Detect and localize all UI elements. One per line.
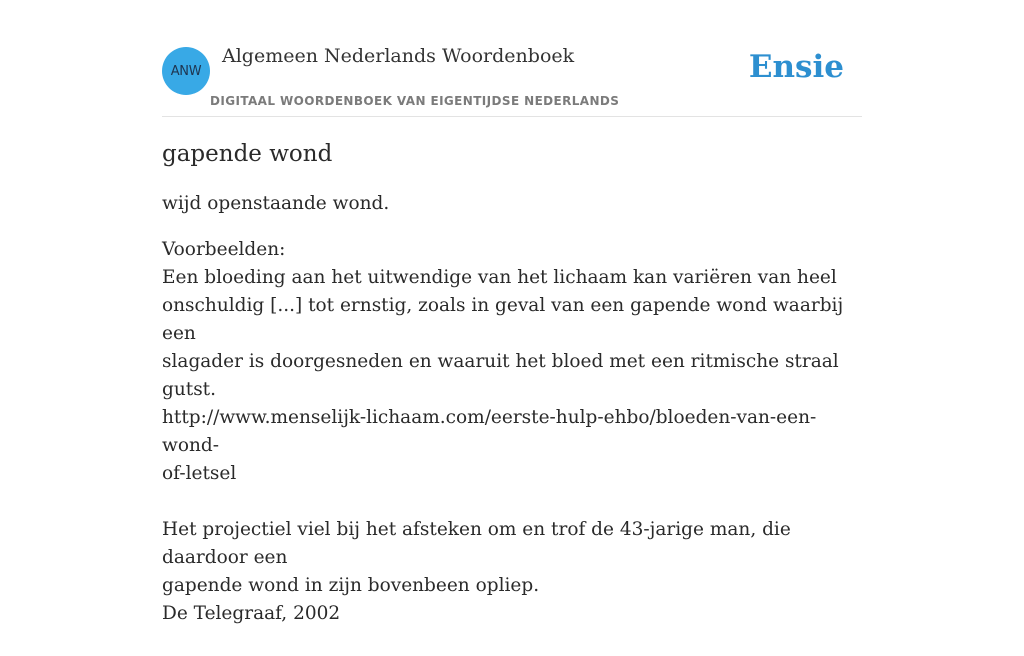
example-source: De Telegraaf, 2002 (162, 603, 341, 624)
site-title[interactable]: Algemeen Nederlands Woordenboek (222, 45, 575, 67)
example (162, 516, 862, 628)
definition: wijd openstaande wond. (162, 193, 390, 214)
example-line: Het projectiel viel bij het afsteken om en trof de 43-jarige man, die daardoor een (162, 519, 791, 568)
anw-logo[interactable] (162, 47, 210, 95)
example-line: slagader is doorgesneden en waaruit het bloed met een ritmische straal gutst. (162, 351, 839, 400)
site-subtitle: DIGITAAL WOORDENBOEK VAN EIGENTIJDSE NEDERLANDS (210, 94, 620, 108)
site-header (162, 0, 862, 117)
logo-text: ANW (170, 63, 202, 79)
headword: gapende wond (162, 141, 333, 167)
example-source: http://www.menselijk-lichaam.com/eerste-hulp-ehbo/bloeden-van-een-wond- (162, 407, 817, 456)
example-source: of-letsel (162, 463, 237, 484)
example-line: onschuldig [...] tot ernstig, zoals in geval van een gapende wond waarbij een (162, 295, 844, 344)
example-line: Een bloeding aan het uitwendige van het lichaam kan variëren van heel (162, 267, 837, 288)
example (162, 264, 862, 488)
ensie-brand-link[interactable]: Ensie (748, 49, 844, 85)
examples-section (162, 236, 862, 628)
examples-label: Voorbeelden: (162, 239, 286, 260)
example-line: gapende wond in zijn bovenbeen opliep. (162, 575, 540, 596)
entry-content (162, 138, 862, 656)
